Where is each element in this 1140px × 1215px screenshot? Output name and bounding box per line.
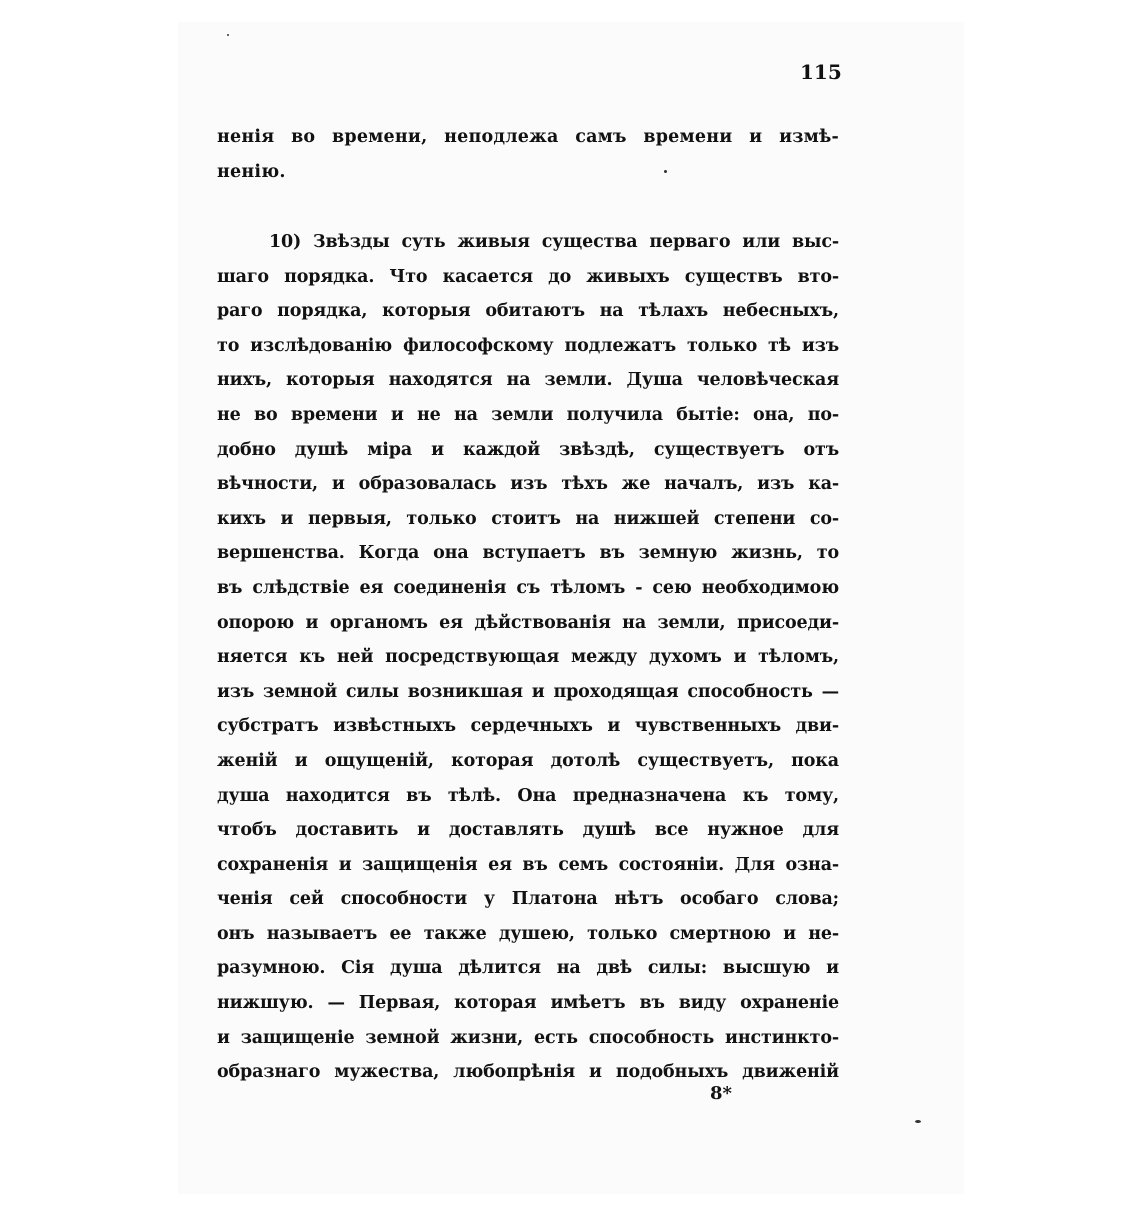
text-line: няется къ ней посредствующая между духомъ и тѣломъ,: [217, 647, 839, 668]
page-number: 115: [800, 60, 842, 84]
text-line: кихъ и первыя, только стоитъ на нижшей степени со-: [217, 508, 839, 529]
text-line: нижшую. — Первая, которая имѣетъ въ виду охраненіе: [217, 993, 839, 1014]
text-line: вершенства. Когда она вступаетъ въ земную жизнь, то: [217, 543, 839, 564]
text-line: шаго порядка. Что касается до живыхъ существъ вто-: [217, 266, 839, 287]
text-line: вѣчности, и образовалась изъ тѣхъ же началъ, изъ ка-: [217, 474, 839, 495]
text-line: чтобъ доставить и доставлять душѣ все нужное для: [217, 820, 839, 841]
opening-text: [217, 120, 839, 189]
text-line: ненія во времени, неподлежа самъ времени и измѣ-: [217, 127, 839, 147]
text-line: нихъ, которыя находятся на земли. Душа человѣческая: [217, 370, 839, 391]
text-line: душа находится въ тѣлѣ. Она предназначена къ тому,: [217, 785, 839, 806]
text-line: образнаго мужества, любопрѣнія и подобныхъ движеній: [217, 1062, 839, 1083]
print-speck: [227, 34, 229, 36]
text-line: изъ земной силы возникшая и проходящая способность —: [217, 681, 839, 702]
text-line: въ слѣдствіе ея соединенія съ тѣломъ - сею необходимою: [217, 577, 839, 598]
text-line: то изслѣдованію философскому подлежатъ только тѣ изъ: [217, 335, 839, 356]
text-line: онъ называетъ ее также душею, только смертною и не-: [217, 923, 839, 944]
text-line: женій и ощущеній, которая дотолѣ существуетъ, пока: [217, 750, 839, 771]
text-line: ченія сей способности у Платона нѣтъ особаго слова;: [217, 889, 839, 910]
text-line: сохраненія и защищенія ея въ семъ состояніи. Для озна-: [217, 854, 839, 875]
text-line: и защищеніе земной жизни, есть способность инстинкто-: [217, 1027, 839, 1048]
text-line: не во времени и не на земли получила бытіе: она, по-: [217, 404, 839, 425]
text-line: субстратъ извѣстныхъ сердечныхъ и чувственныхъ дви-: [217, 716, 839, 737]
signature-mark: 8*: [710, 1083, 732, 1104]
text-line: раго порядка, которыя обитаютъ на тѣлахъ небесныхъ,: [217, 301, 839, 322]
text-line: ненію.: [217, 161, 286, 182]
text-line: добно душѣ міра и каждой звѣздѣ, существуетъ отъ: [217, 439, 839, 460]
print-speck: [915, 1120, 921, 1123]
text-line: 10) Звѣзды суть живыя существа перваго или выс-: [269, 232, 839, 252]
paragraph-10: [217, 225, 839, 1090]
print-speck: [664, 170, 667, 173]
text-line: опорою и органомъ ея дѣйствованія на земли, присоеди-: [217, 612, 839, 633]
text-line: разумною. Сія душа дѣлится на двѣ силы: высшую и: [217, 958, 839, 979]
